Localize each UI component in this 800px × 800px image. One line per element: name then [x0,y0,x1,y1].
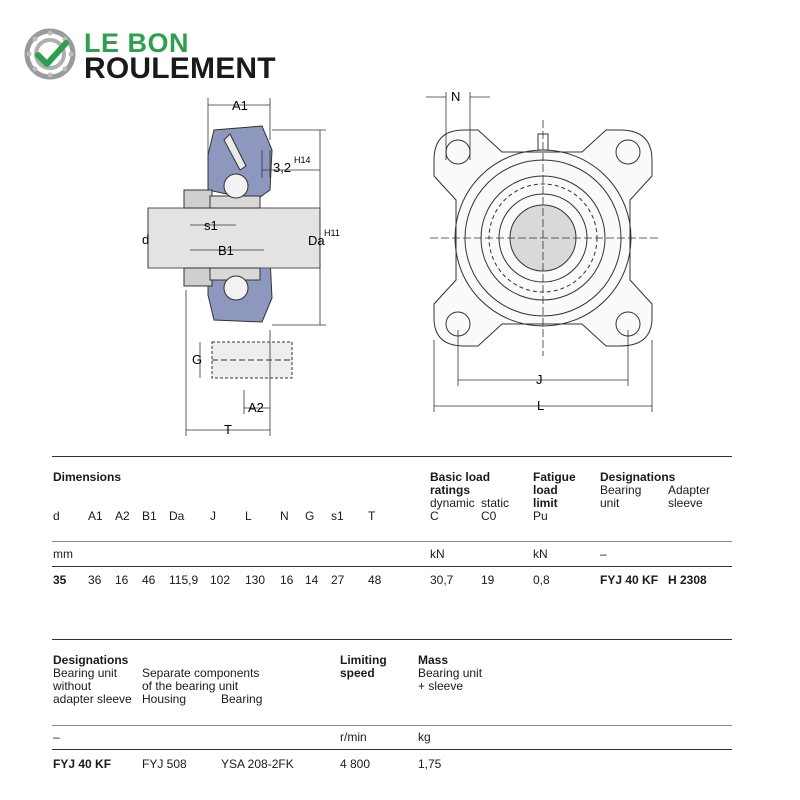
t2-unit-speed: r/min [340,730,367,744]
dimensions-header: Dimensions [53,470,122,484]
value-Da: 115,9 [169,573,199,587]
col-C: C [430,509,439,523]
value-A2: 16 [115,573,129,587]
t2-separate-line2: of the bearing unit [142,679,239,693]
t2-designations-header: Designations [53,653,129,667]
t2-bearing-unit-line1: Bearing unit [53,666,118,680]
t2-housing-label: Housing [142,692,187,706]
label-H11: H11 [324,228,340,238]
t2-separate-line1: Separate components [142,666,260,680]
label-B1: B1 [218,243,234,258]
logo-text-top: LE BON [84,28,190,58]
t2-mass-line2: Bearing unit [418,666,483,680]
t2-value-mass: 1,75 [418,757,442,771]
value-J: 102 [210,573,231,587]
col-J: J [210,509,216,523]
basic-load-dynamic: dynamic [430,496,475,510]
label-N: N [451,89,461,104]
t2-bearing-label: Bearing [221,692,263,706]
t2-limiting-line2: speed [340,666,375,680]
col-d: d [53,509,60,523]
bearing-unit-drawing [0,80,800,450]
table2-top-rule [52,639,732,640]
t2-mass-line3: + sleeve [418,679,464,693]
label-L: L [537,398,545,413]
col-Da: Da [169,509,185,523]
col-C0: C0 [481,509,497,523]
t2-value-bearing: YSA 208-2FK [221,757,294,771]
t2-limiting-line1: Limiting [340,653,387,667]
col-A2: A2 [115,509,130,523]
unit-load-kN: kN [430,547,445,561]
value-B1: 46 [142,573,156,587]
label-d: d [142,232,150,247]
value-d: 35 [53,573,67,587]
col-s1: s1 [331,509,344,523]
value-A1: 36 [88,573,102,587]
label-G: G [192,352,203,367]
table2-header-rule [52,725,732,726]
col-N: N [280,509,289,523]
value-s1: 27 [331,573,345,587]
t2-mass-header: Mass [418,653,449,667]
value-N: 16 [280,573,294,587]
t2-unit-designation: – [53,730,60,744]
value-C0: 19 [481,573,495,587]
table1-header-rule [52,541,732,542]
designation-bearing-unit-label: Bearing unit [600,483,642,510]
table2-units-rule [52,749,732,750]
value-G: 14 [305,573,319,587]
table1-units-rule [52,566,732,567]
label-s1: s1 [204,218,218,233]
label-A1: A1 [232,98,248,113]
label-Da: Da [308,233,325,248]
t2-value-housing: FYJ 508 [142,757,187,771]
label-A2: A2 [248,400,264,415]
value-bearing-unit: FYJ 40 KF [600,573,659,587]
col-G: G [305,509,315,523]
col-Pu: Pu [533,509,548,523]
col-B1: B1 [142,509,157,523]
label-J: J [536,372,543,387]
label-H14: H14 [294,155,311,165]
value-L: 130 [245,573,266,587]
table1-top-rule [52,456,732,457]
value-Pu: 0,8 [533,573,550,587]
unit-mm: mm [53,547,73,561]
unit-designation-dash: – [600,547,607,561]
t2-value-bearing-unit: FYJ 40 KF [53,757,112,771]
unit-fatigue-kN: kN [533,547,548,561]
designations-header: Designations [600,470,676,484]
logo-bearing-icon [24,28,76,80]
label-T: T [224,422,232,437]
label-3-2: 3,2 [273,160,292,175]
col-L: L [245,509,252,523]
basic-load-header: Basic load ratings [430,470,491,497]
t2-bearing-unit-line2: without [53,679,92,693]
col-A1: A1 [88,509,103,523]
value-C: 30,7 [430,573,454,587]
designation-adapter-sleeve-label: Adapter sleeve [668,483,711,510]
value-T: 48 [368,573,382,587]
t2-bearing-unit-line3: adapter sleeve [53,692,132,706]
basic-load-static: static [481,496,510,510]
t2-unit-mass: kg [418,730,431,744]
t2-value-speed: 4 800 [340,757,371,771]
fatigue-header: Fatigue load limit [533,470,576,510]
logo-text-bottom: ROULEMENT [84,52,276,85]
value-adapter-sleeve: H 2308 [668,573,707,587]
col-T: T [368,509,376,523]
